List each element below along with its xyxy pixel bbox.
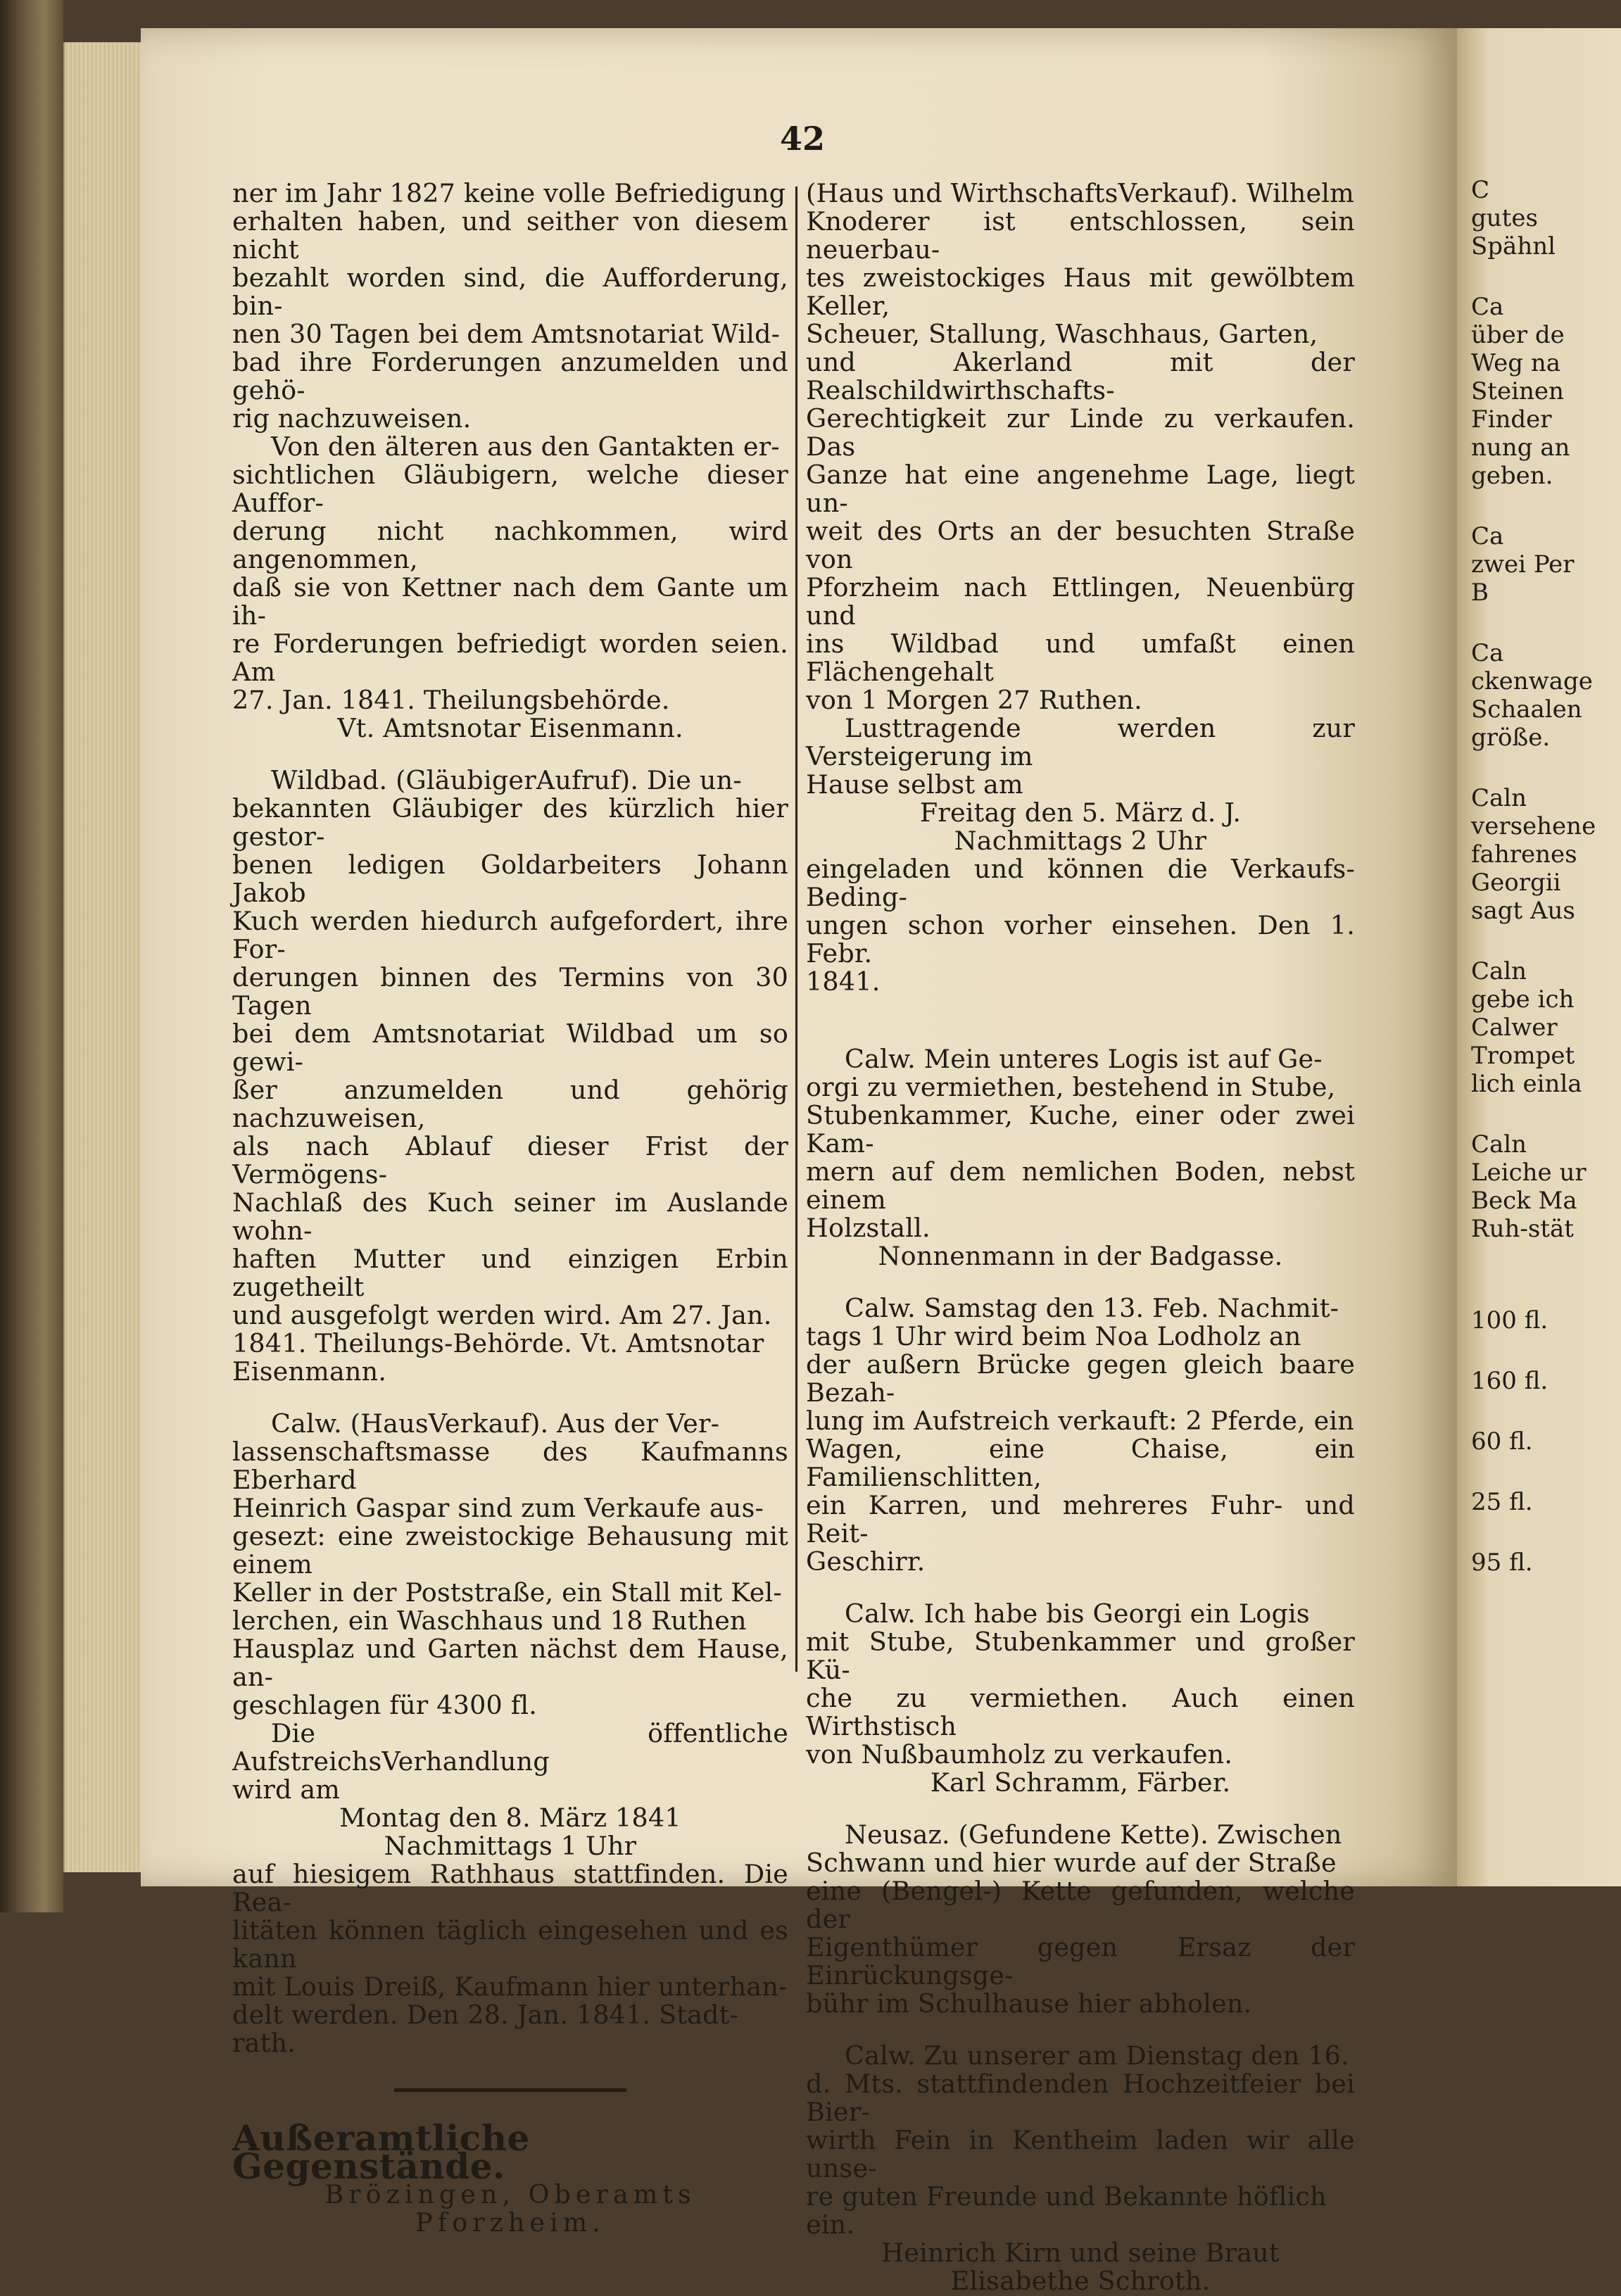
text-line: und ausgefolgt werden wird. Am 27. Jan. (232, 1300, 772, 1330)
notice-wedding-invite (806, 2042, 1355, 2239)
text-line: litäten können täglich eingesehen und es kann (232, 1915, 788, 1974)
text-line: von Nußbaumholz zu verkaufen. (806, 1739, 1233, 1770)
notice-older-creditors (232, 433, 788, 714)
text-line: und Akerland mit der Realschildwirthschafts- (806, 347, 1355, 405)
text-line: 1841. Theilungs-Behörde. Vt. Amtsnotar (232, 1328, 764, 1358)
notice-auction-announcement (232, 1720, 788, 1804)
text-line: gesezt: eine zweistockige Behausung mit einem (232, 1521, 788, 1579)
text-line: ein Karren, und mehreres Fuhr- und Reit- (806, 1490, 1355, 1548)
page-number: 42 (780, 120, 826, 158)
notice-creditors-continued (232, 179, 788, 433)
notice-lodging-rent (806, 1045, 1355, 1242)
notice-lodging-table (806, 1600, 1355, 1769)
text-line: sichtlichen Gläubigern, welche dieser Auffor- (232, 460, 788, 518)
text-line: Stubenkammer, Kuche, einer oder zwei Kam- (806, 1100, 1355, 1159)
text-line: Eigenthümer gegen Ersaz der Einrückungsge- (806, 1932, 1355, 1991)
text-line: auf hiesigem Rathhaus stattfinden. Die Rea- (232, 1859, 788, 1917)
fragment-line: gebe ich (1471, 985, 1575, 1014)
text-line: erhalten haben, und seither von diesem nicht (232, 206, 788, 265)
text-line: Calw. Zu unserer am Dienstag den 16. (845, 2040, 1349, 2071)
text-line: Hause selbst am (806, 769, 1023, 800)
fragment-line: Calwer (1471, 1014, 1558, 1042)
text-line: bühr im Schulhause hier abholen. (806, 1988, 1252, 2019)
text-line: Holzstall. (806, 1213, 931, 1243)
auction-date: Freitag den 5. März d. J. (919, 797, 1242, 828)
fragment-line: fahrenes (1471, 840, 1577, 869)
fragment-line (1471, 260, 1621, 293)
text-line: che zu vermiethen. Auch einen Wirthstisch (806, 1683, 1355, 1741)
fragment-line: zwei Per (1471, 550, 1575, 579)
fragment-line (1471, 752, 1621, 784)
fragment-line: Caln (1471, 957, 1527, 985)
text-line: 1841. (806, 966, 881, 997)
text-line: mit Stube, Stubenkammer und großer Kü- (806, 1627, 1355, 1685)
text-line: derungen binnen des Termins von 30 Tagen (232, 962, 788, 1021)
text-line: wirth Fein in Kentheim laden wir alle unse- (806, 2125, 1355, 2183)
text-line: (Haus und WirthschaftsVerkauf). Wilhelm (806, 178, 1354, 208)
fragment-line: Ca (1471, 639, 1504, 667)
auction-date: Montag den 8. März 1841 (339, 1803, 681, 1833)
fragment-line: lich einla (1471, 1070, 1582, 1098)
fragment-line: Spähnl (1471, 232, 1556, 260)
text-line: rath. (232, 2028, 296, 2058)
fragment-line: Ruh-stät (1471, 1215, 1574, 1243)
text-line: d. Mts. stattfindenden Hochzeitfeier bei Bier- (806, 2069, 1355, 2127)
notice-horse-auction (806, 1294, 1355, 1576)
fragment-line: B (1471, 579, 1489, 607)
price-line: 25 fl. (1471, 1488, 1533, 1516)
price-line: 160 fl. (1471, 1367, 1549, 1395)
fragment-line: C (1471, 176, 1490, 204)
text-line: Calw. Samstag den 13. Feb. Nachmit- (845, 1293, 1339, 1323)
text-line: Lusttragende werden zur Versteigerung im (806, 713, 1355, 771)
text-line: haften Mutter und einzigen Erbin zugetheilt (232, 1244, 788, 1302)
fragment-line: Georgii (1471, 869, 1561, 897)
text-line: Neusaz. (Gefundene Kette). Zwischen (845, 1819, 1342, 1850)
text-line: Geschirr. (806, 1546, 926, 1577)
text-line: Calw. Mein unteres Logis ist auf Ge- (845, 1044, 1323, 1074)
text-line: Pforzheim nach Ettlingen, Neuenbürg und (806, 572, 1355, 631)
text-line: 27. Jan. 1841. Theilungsbehörde. (232, 685, 670, 715)
fragment-line: Steinen (1471, 377, 1564, 405)
text-line: als nach Ablauf dieser Frist der Vermögens- (232, 1131, 788, 1190)
fragment-line: Leiche ur (1471, 1159, 1587, 1187)
fragment-line: Ca (1471, 293, 1504, 321)
fragment-line: Weg na (1471, 349, 1561, 377)
fragment-line: nung an (1471, 434, 1570, 462)
fragment-line (1471, 1098, 1621, 1130)
fragment-line: Schaalen (1471, 695, 1582, 724)
text-line: ßer anzumelden und gehörig nachzuweisen, (232, 1075, 788, 1133)
text-line: lassenschaftsmasse des Kaufmanns Eberhard (232, 1437, 788, 1495)
text-line: eine (Bengel-) Kette gefunden, welche der (806, 1876, 1355, 1934)
fragment-line: geben. (1471, 462, 1553, 490)
last-line: Brözingen, Oberamts Pforzheim. (324, 2179, 696, 2238)
text-line: ins Wildbad und umfaßt einen Flächengehalt (806, 629, 1355, 687)
text-line: ner im Jahr 1827 keine volle Befriedigung (232, 178, 786, 208)
text-line: Die öffentliche AufstreichsVerhandlung (232, 1718, 788, 1777)
notice-found-chain (806, 1821, 1355, 2018)
fragment-line (1471, 607, 1621, 639)
notice-signature: Karl Schramm, Färber. (930, 1767, 1231, 1798)
text-line: tes zweistockiges Haus mit gewölbtem Keller, (806, 263, 1355, 321)
text-line: von 1 Morgen 27 Ruthen. (806, 685, 1142, 715)
auction-time: Nachmittags 2 Uhr (954, 826, 1207, 856)
fragment-line: versehene (1471, 812, 1596, 840)
text-line: nen 30 Tagen bei dem Amtsnotariat Wild- (232, 319, 781, 349)
text-line: orgi zu vermiethen, bestehend in Stube, (806, 1072, 1336, 1102)
text-line: Keller in der Poststraße, ein Stall mit Kel- (232, 1577, 782, 1608)
notice-sale-conditions (806, 855, 1355, 996)
section-rule (394, 2088, 626, 2092)
text-line: Heinrich Gaspar sind zum Verkaufe aus- (232, 1493, 764, 1523)
fragment-line: Caln (1471, 784, 1527, 812)
left-column (232, 179, 788, 2237)
price-line: 95 fl. (1471, 1548, 1533, 1577)
text-line: mit Louis Dreiß, Kaufmann hier unterhan- (232, 1972, 788, 2002)
middle-column (806, 179, 1355, 2295)
text-line: benen ledigen Goldarbeiters Johann Jakob (232, 850, 788, 908)
fragment-line: Finder (1471, 405, 1552, 434)
text-line: weit des Orts an der besuchten Straße von (806, 516, 1355, 574)
column-divider (795, 187, 797, 1672)
text-line: Schwann und hier wurde auf der Straße (806, 1848, 1337, 1878)
text-line: wird am (232, 1774, 341, 1805)
auction-time: Nachmittags 1 Uhr (384, 1831, 637, 1861)
fragment-line: ckenwage (1471, 667, 1593, 695)
notice-signature: Heinrich Kirn und seine Braut (881, 2238, 1280, 2268)
text-line: Wildbad. (GläubigerAufruf). Die un- (271, 765, 742, 795)
right-page (1457, 28, 1621, 1886)
text-line: re Forderungen befriedigt worden seien. Am (232, 629, 788, 687)
fragment-line: über de (1471, 321, 1565, 349)
notice-signature: Nonnenmann in der Badgasse. (878, 1241, 1283, 1271)
text-line: Calw. (HausVerkauf). Aus der Ver- (271, 1408, 720, 1439)
notice-auction-invite (806, 714, 1355, 799)
section-heading: Außeramtliche Gegenstände. (232, 2117, 530, 2187)
text-line: tags 1 Uhr wird beim Noa Lodholz an (806, 1321, 1301, 1351)
text-line: Kuch werden hiedurch aufgefordert, ihre For- (232, 906, 788, 964)
fragment-line: Caln (1471, 1130, 1527, 1159)
text-line: Eisenmann. (232, 1356, 387, 1387)
text-line: Scheuer, Stallung, Waschhaus, Garten, (806, 319, 1318, 349)
text-line: lung im Aufstreich verkauft: 2 Pferde, ein (806, 1406, 1355, 1436)
text-line: bekannten Gläubiger des kürzlich hier gestor- (232, 793, 788, 852)
text-line: Von den älteren aus den Gantakten er- (271, 431, 780, 462)
notice-auction-details (232, 1860, 788, 2057)
fragment-line (1471, 490, 1621, 522)
fragment-line: größe. (1471, 724, 1551, 752)
notice-signature: Elisabethe Schroth. (950, 2266, 1211, 2296)
text-line: Wagen, eine Chaise, ein Familienschlitten, (806, 1434, 1355, 1492)
price-line: 100 fl. (1471, 1306, 1549, 1335)
text-line: eingeladen und können die Verkaufs-Beding- (806, 854, 1355, 912)
book-spine (0, 0, 63, 1912)
text-line: ungen schon vorher einsehen. Den 1. Febr. (806, 910, 1355, 969)
notice-calw-house-sale (232, 1410, 788, 1720)
text-line: derung nicht nachkommen, wird angenommen, (232, 516, 788, 574)
text-line: geschlagen für 4300 fl. (232, 1690, 538, 1720)
fragment-line (1471, 925, 1621, 957)
fragment-line: sagt Aus (1471, 897, 1575, 925)
price-line: 60 fl. (1471, 1427, 1533, 1456)
right-page-fragments (1471, 176, 1621, 1609)
text-line: Ganze hat eine angenehme Lage, liegt un- (806, 460, 1355, 518)
text-line: daß sie von Kettner nach dem Gante um ih- (232, 572, 788, 631)
text-line: Knoderer ist entschlossen, sein neuerbau- (806, 206, 1355, 265)
text-line: bei dem Amtsnotariat Wildbad um so gewi- (232, 1018, 788, 1077)
text-line: bezahlt worden sind, die Aufforderung, bin- (232, 263, 788, 321)
text-line: der außern Brücke gegen gleich baare Bezah- (806, 1349, 1355, 1408)
text-line: Nachlaß des Kuch seiner im Auslande wohn- (232, 1187, 788, 1246)
notice-wildbad-creditors (232, 767, 788, 1386)
text-line: bad ihre Forderungen anzumelden und gehö- (232, 347, 788, 405)
fragment-line: Beck Ma (1471, 1187, 1577, 1215)
text-line: mern auf dem nemlichen Boden, nebst einem (806, 1156, 1355, 1215)
fragment-line: Ca (1471, 522, 1504, 550)
text-line: lerchen, ein Waschhaus und 18 Ruthen (232, 1606, 747, 1636)
text-line: delt werden. Den 28. Jan. 1841. Stadt- (232, 2000, 739, 2030)
text-line: Gerechtigkeit zur Linde zu verkaufen. Das (806, 403, 1355, 462)
text-line: rig nachzuweisen. (232, 403, 472, 434)
text-line: Hausplaz und Garten nächst dem Hause, an- (232, 1634, 788, 1692)
text-line: Calw. Ich habe bis Georgi ein Logis (845, 1598, 1310, 1629)
fragment-line: Trompet (1471, 1042, 1575, 1070)
notice-signature: Vt. Amtsnotar Eisenmann. (337, 713, 683, 743)
notice-house-inn-sale (806, 179, 1355, 714)
fragment-line: gutes (1471, 204, 1538, 232)
text-line: re guten Freunde und Bekannte höflich ein. (806, 2181, 1327, 2240)
